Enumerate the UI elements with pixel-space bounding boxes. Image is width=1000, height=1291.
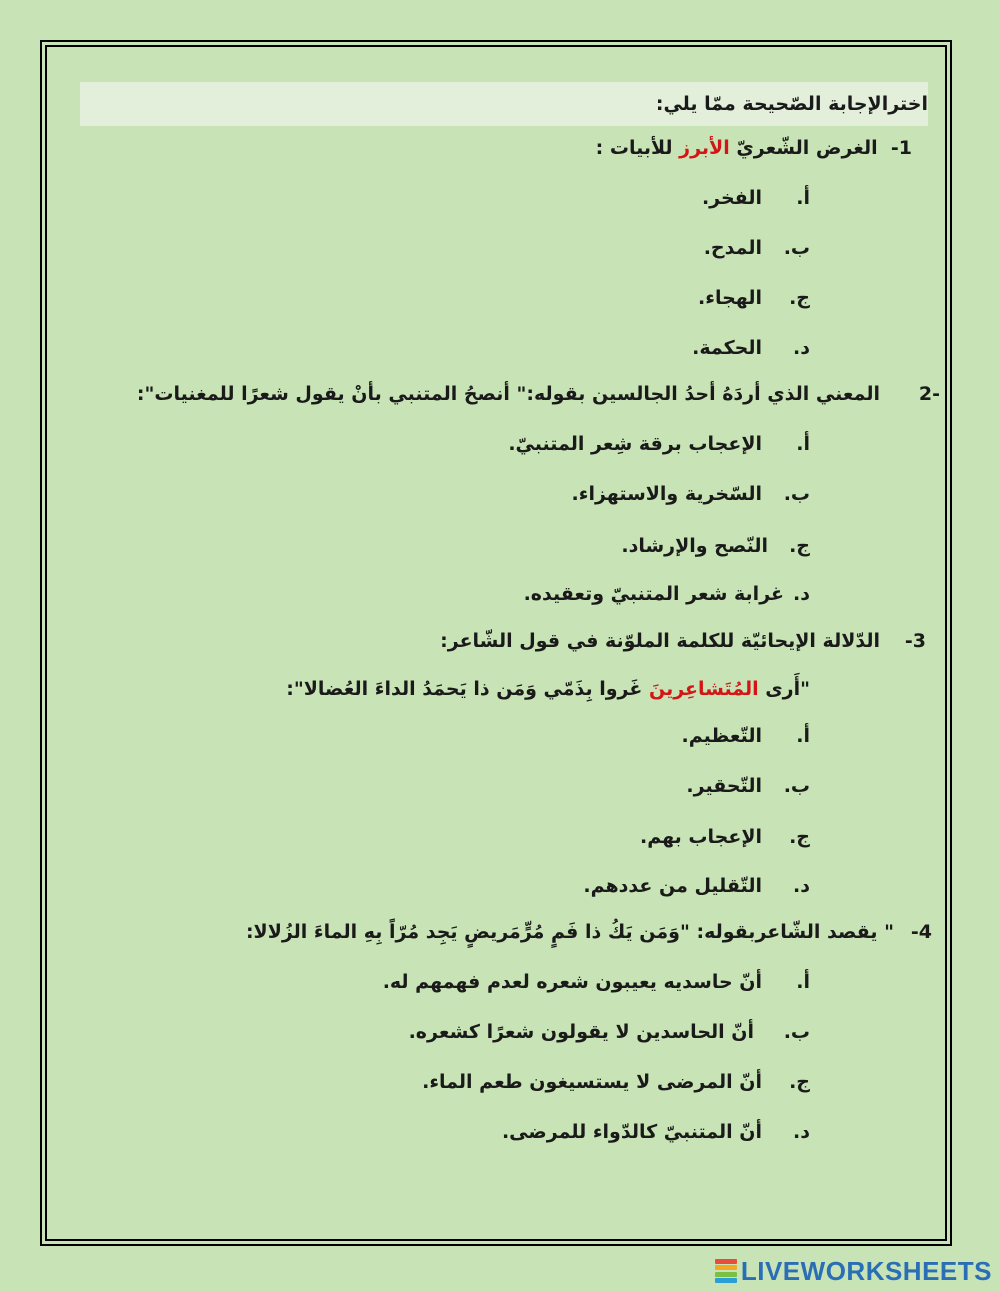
q2-option-d-letter: د. <box>793 583 810 605</box>
q1-option-a[interactable]: الفخر. <box>701 187 762 209</box>
q3-option-d-letter: د. <box>793 875 810 897</box>
q3-option-c[interactable]: الإعجاب بهم. <box>640 826 762 848</box>
q3-option-a[interactable]: التّعظيم. <box>681 725 762 747</box>
q4-option-d[interactable]: أنّ المتنبيّ كالدّواء للمرضى. <box>501 1121 762 1143</box>
verse-highlight: المُتَشاعِرينَ <box>648 678 759 700</box>
q1-option-b-letter: ب. <box>783 237 810 259</box>
question-4-text: " يقصد الشّاعربقوله: "وَمَن يَكُ ذا فَمٍ مُرٍّمَريضٍ يَجِد مُرّاً بِهِ الماءَ الزُلالا: <box>245 921 894 943</box>
q1-option-c[interactable]: الهجاء. <box>698 287 762 309</box>
question-1-highlight: الأبرز <box>679 137 730 159</box>
q2-option-d[interactable]: غرابة شعر المتنبيّ وتعقيده. <box>523 583 784 605</box>
q2-option-a[interactable]: الإعجاب برقة شِعر المتنبيّ. <box>508 433 762 455</box>
liveworksheets-logo-icon <box>715 1259 737 1283</box>
q1-option-d-letter: د. <box>793 337 810 359</box>
question-3-text: الدّلالة الإيحائيّة للكلمة الملوّنة في قول الشّاعر: <box>440 630 880 652</box>
q1-option-c-letter: ج. <box>789 287 810 309</box>
q4-option-a-letter: أ. <box>796 971 810 993</box>
q4-option-c-letter: ج. <box>789 1071 810 1093</box>
q1-option-d[interactable]: الحكمة. <box>692 337 762 359</box>
q3-option-a-letter: أ. <box>796 725 810 747</box>
question-2-number: -2 <box>918 383 940 405</box>
question-1-text-before: الغرض الشّعريّ <box>729 137 878 159</box>
question-1-number: 1- <box>890 137 912 159</box>
logo-stripe-2 <box>715 1265 737 1270</box>
logo-stripe-3 <box>715 1272 737 1277</box>
q4-option-d-letter: د. <box>793 1121 810 1143</box>
question-3-number: 3- <box>904 630 926 652</box>
q4-option-a[interactable]: أنّ حاسديه يعيبون شعره لعدم فهمهم له. <box>382 971 762 993</box>
instructions-title: اخترالإجابة الصّحيحة ممّا يلي: <box>655 93 928 115</box>
q3-option-b-letter: ب. <box>783 775 810 797</box>
verse-before: "أَرى <box>758 678 810 700</box>
brand-name: LIVEWORKSHEETS <box>740 1255 992 1286</box>
q3-option-c-letter: ج. <box>789 826 810 848</box>
q3-option-d[interactable]: التّقليل من عددهم. <box>583 875 762 897</box>
q4-option-b[interactable]: أنّ الحاسدين لا يقولون شعرًا كشعره. <box>408 1021 754 1043</box>
logo-stripe-1 <box>715 1259 737 1264</box>
q1-option-a-letter: أ. <box>796 187 810 209</box>
q2-option-a-letter: أ. <box>796 433 810 455</box>
verse-after: غَروا بِذَمّي وَمَن ذا يَحمَدُ الداءَ العُضالا": <box>286 678 649 700</box>
question-4-number: 4- <box>910 921 932 943</box>
question-2-text: المعني الذي أردَهُ أحدُ الجالسين بقوله:" أنصحُ المتنبي بأنْ يقول شعرًا للمغنيات": <box>136 383 880 405</box>
q3-option-b[interactable]: التّحقير. <box>686 775 762 797</box>
q2-option-c[interactable]: النّصح والإرشاد. <box>621 535 768 557</box>
question-1-text-after: للأبيات : <box>595 137 680 159</box>
q2-option-b[interactable]: السّخرية والاستهزاء. <box>571 483 762 505</box>
q4-option-c[interactable]: أنّ المرضى لا يستسيغون طعم الماء. <box>422 1071 762 1093</box>
question-1 <box>596 134 912 162</box>
logo-stripe-4 <box>715 1278 737 1283</box>
q1-option-b[interactable]: المدح. <box>703 237 762 259</box>
question-3-verse <box>286 675 810 703</box>
q4-option-b-letter: ب. <box>783 1021 810 1043</box>
liveworksheets-footer[interactable] <box>715 1256 992 1286</box>
q2-option-b-letter: ب. <box>783 483 810 505</box>
q2-option-c-letter: ج. <box>789 535 810 557</box>
